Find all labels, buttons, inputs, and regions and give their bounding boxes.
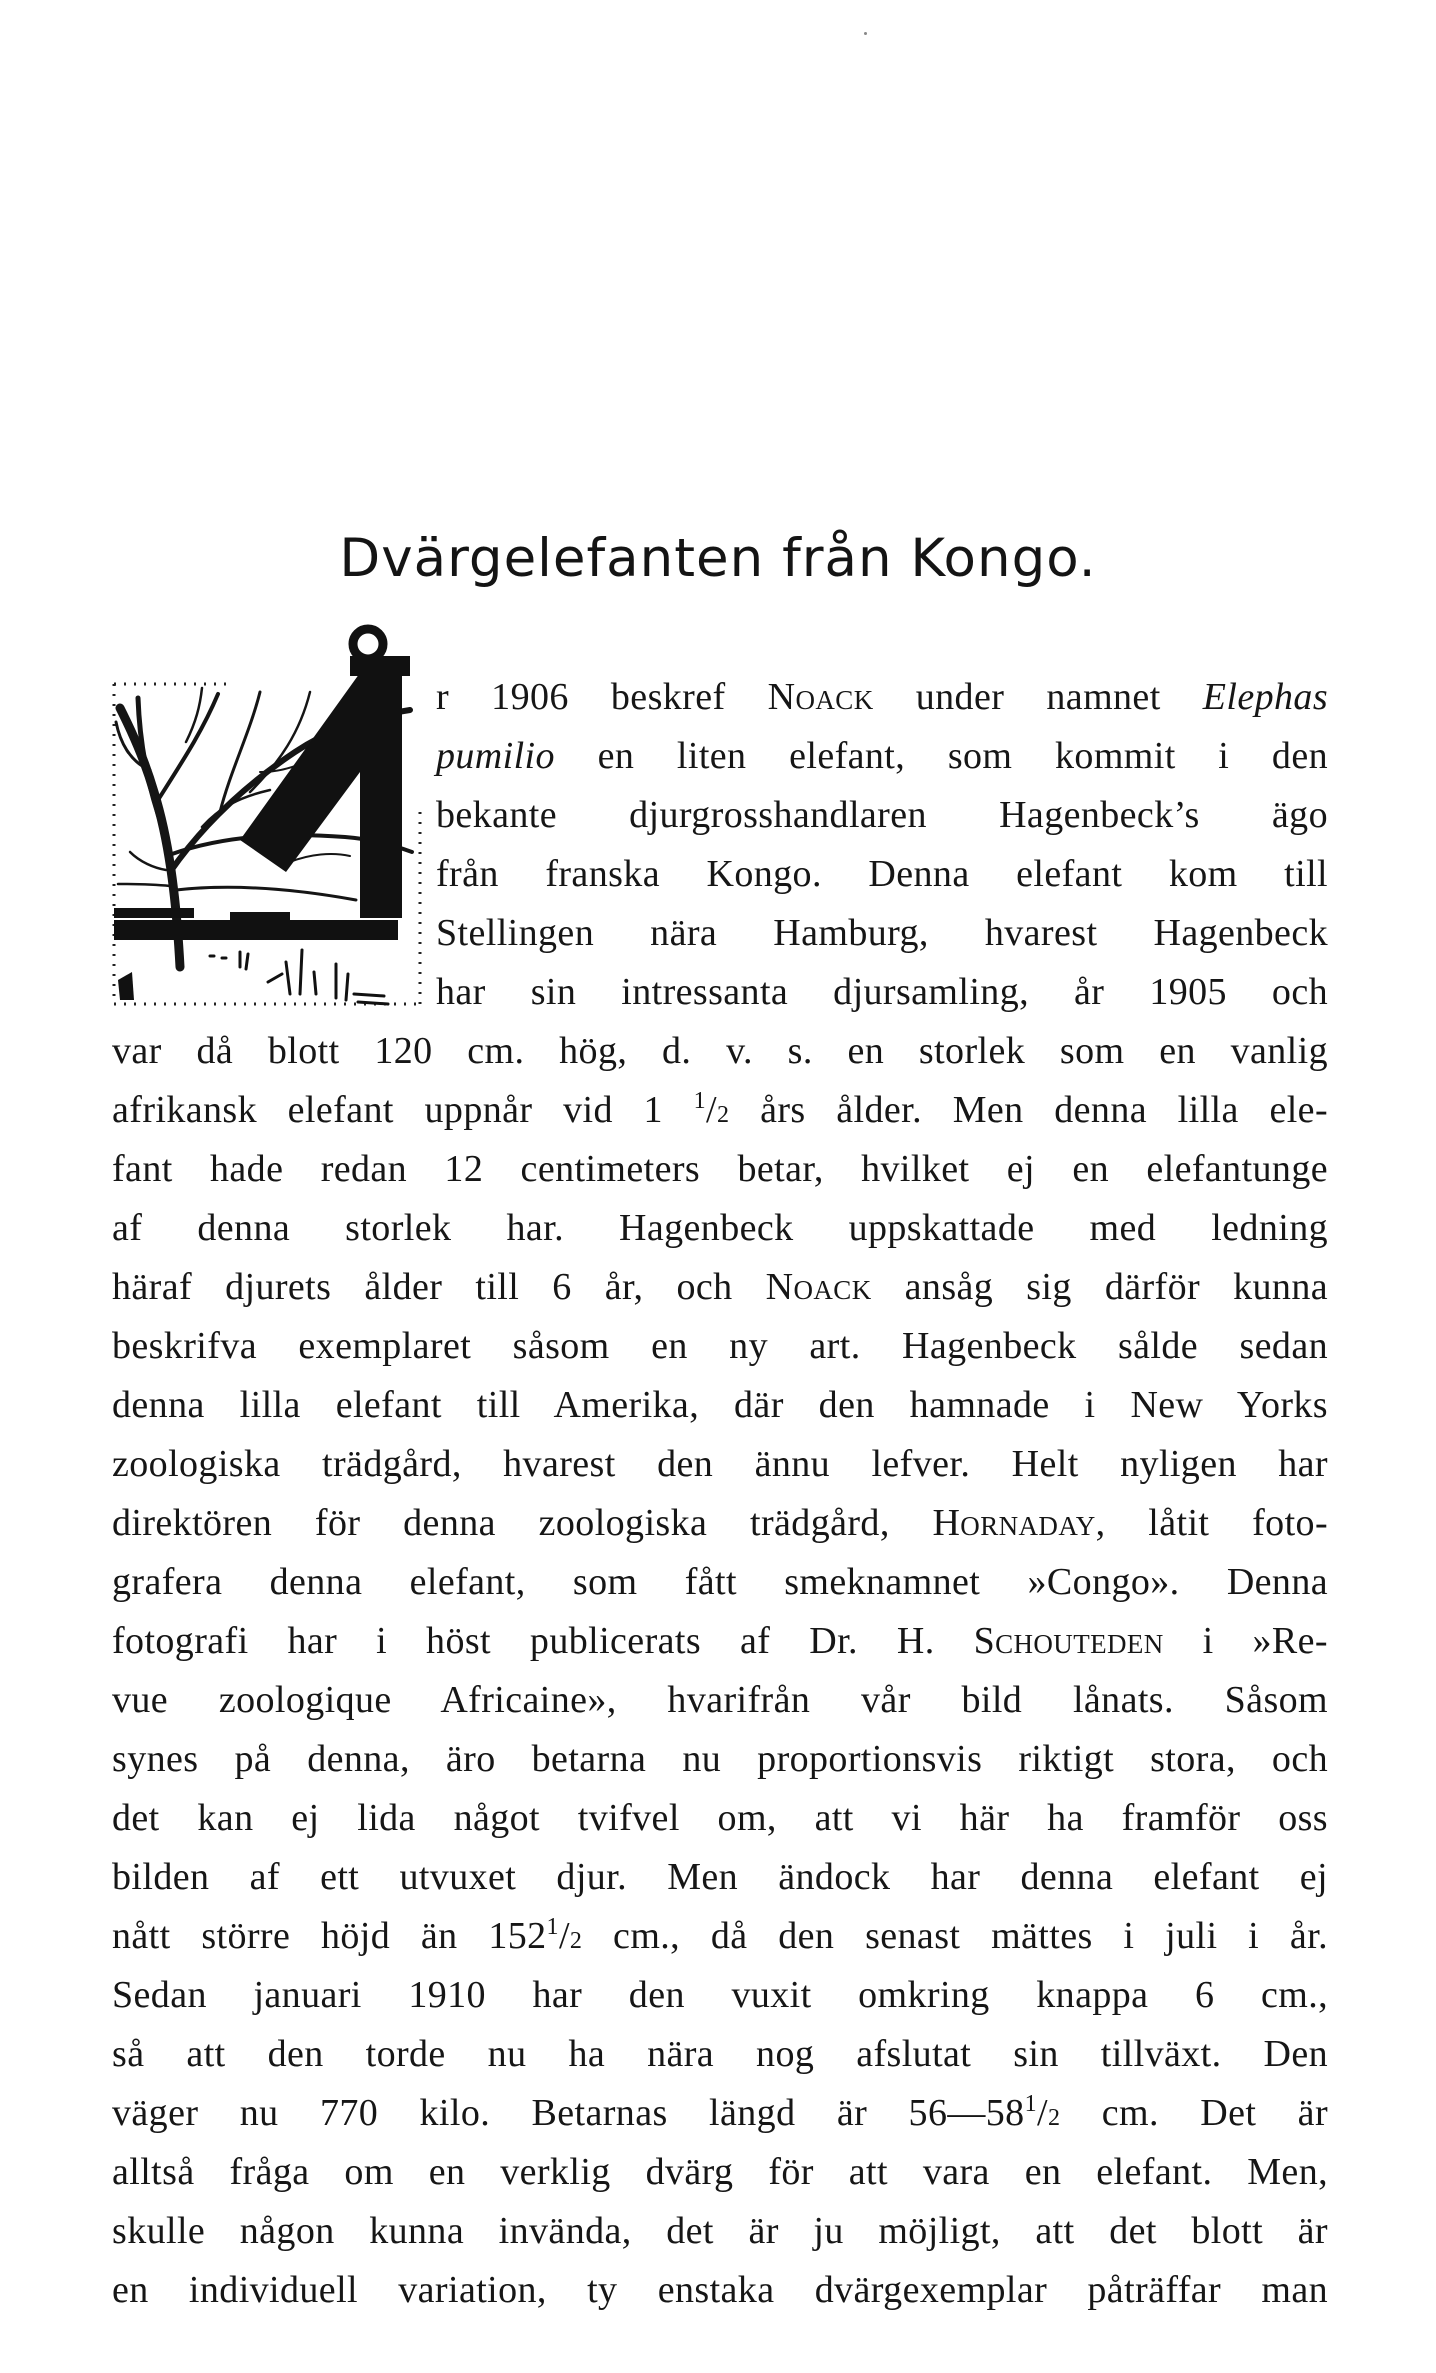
- author-name: Schouteden: [973, 1620, 1164, 1662]
- text-line: så att den torde nu ha nära nog afslutat sin tillväxt. Den: [112, 2033, 1328, 2075]
- text-line: en individuell variation, ty enstaka dvärgexemplar påträffar man: [112, 2269, 1328, 2311]
- text-line: beskrifva exemplaret såsom en ny art. Hagenbeck sålde sedan: [112, 1325, 1328, 1367]
- text-line: från franska Kongo. Denna elefant kom till: [436, 853, 1328, 895]
- text-line: direktören för denna zoologiska trädgård, Hornaday, låtit foto-: [112, 1502, 1328, 1544]
- text-line: det kan ej lida något tvifvel om, att vi här ha framför oss: [112, 1797, 1328, 1839]
- text-line: grafera denna elefant, som fått smeknamnet »Congo». Denna: [112, 1561, 1328, 1603]
- species-name: pumilio: [436, 735, 555, 777]
- text-line: r 1906 beskref Noack under namnet Elephas: [436, 676, 1329, 718]
- paper-speck: [864, 32, 867, 35]
- text-line: fant hade redan 12 centimeters betar, hvilket ej en elefantunge: [112, 1148, 1328, 1190]
- text-line: zoologiska trädgård, hvarest den ännu lefver. Helt nyligen har: [112, 1443, 1328, 1485]
- text-line: alltså fråga om en verklig dvärg för att vara en elefant. Men,: [112, 2151, 1328, 2193]
- text-line: Stellingen nära Hamburg, hvarest Hagenbeck: [436, 912, 1328, 954]
- text-line: var då blott 120 cm. hög, d. v. s. en storlek som en vanlig: [112, 1030, 1328, 1072]
- text-line: fotografi har i höst publicerats af Dr. H. Schouteden i »Re-: [112, 1620, 1328, 1662]
- article-title: Dvärgelefanten från Kongo.: [339, 528, 1097, 589]
- author-name: Noack: [765, 1266, 872, 1308]
- text-line: nått större höjd än $152^1/2$ cm., då den senast mättes i juli i år.: [112, 1914, 1328, 1957]
- species-name: Elephas: [1202, 676, 1329, 718]
- text-line: afrikansk elefant uppnår vid 1 $^1$/2 års ålder. Men denna lilla ele-: [112, 1088, 1328, 1131]
- text-line: af denna storlek har. Hagenbeck uppskattade med ledning: [112, 1207, 1328, 1249]
- text-line: skulle någon kunna invända, det är ju möjligt, att det blott är: [112, 2210, 1328, 2252]
- text-line: denna lilla elefant till Amerika, där den hamnade i New Yorks: [112, 1384, 1328, 1426]
- text-line: synes på denna, äro betarna nu proportionsvis riktigt stora, och: [112, 1738, 1328, 1780]
- text-line: väger nu 770 kilo. Betarnas längd är $56—58^1/2$ cm. Det är: [112, 2091, 1328, 2134]
- text-line: bekante djurgrosshandlaren Hagenbeck’s ägo: [436, 794, 1328, 836]
- decorated-initial-tree-icon: [110, 622, 428, 1030]
- text-line: pumilio en liten elefant, som kommit i den: [436, 735, 1328, 777]
- text-line: vue zoologique Africaine», hvarifrån vår bild lånats. Såsom: [112, 1679, 1328, 1721]
- text-line: bilden af ett utvuxet djur. Men ändock har denna elefant ej: [112, 1856, 1328, 1898]
- author-name: Hornaday: [932, 1502, 1096, 1544]
- author-name: Noack: [767, 676, 874, 718]
- text-line: har sin intressanta djursamling, år 1905 och: [436, 971, 1328, 1013]
- text-line: häraf djurets ålder till 6 år, och Noack ansåg sig därför kunna: [112, 1266, 1328, 1308]
- text-line: Sedan januari 1910 har den vuxit omkring knappa 6 cm.,: [112, 1974, 1328, 2016]
